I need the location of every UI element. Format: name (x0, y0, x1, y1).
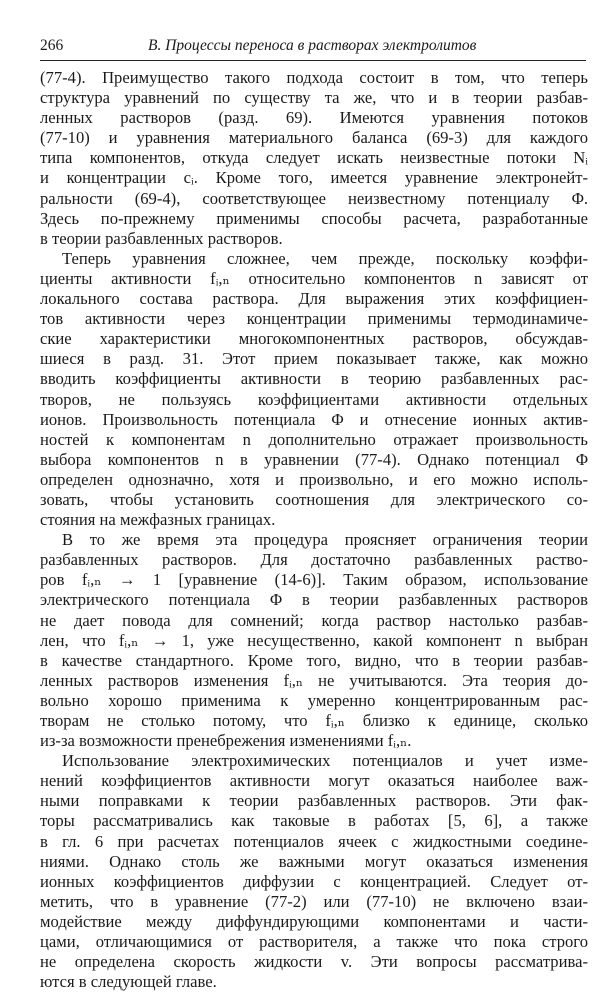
text-line: не дает повода для сомнений; когда раствор настолько разбав- (40, 610, 588, 630)
text-line: ральности (69-4), соответствующее неизвестному потенциалу Φ. (40, 188, 588, 208)
text-line: творам не столько потому, что fᵢ,ₙ близко к единице, сколько (40, 711, 588, 730)
text-line: ются в следующей главе. (40, 972, 217, 992)
text-line: стояния на межфазных границах. (40, 510, 276, 530)
text-line: из-за возможности пренебрежения изменениями fᵢ,ₙ. (40, 731, 412, 751)
text-line: зовать, чтобы установить соотношения для электрического со- (40, 489, 588, 509)
text-line: электрического потенциала Φ в теории разбавленных растворов (40, 590, 588, 610)
text-line: локального состава раствора. Для выражения этих коэффициен- (40, 289, 588, 309)
text-line: ионных коэффициентов диффузии с концентрацией. Следует от- (40, 871, 588, 891)
text-line: (77-4). Преимущество такого подхода состоит в том, что теперь (40, 68, 588, 87)
text-line: выбора компонентов n в уравнении (77-4). Однако потенциал Φ (40, 449, 588, 469)
text-line: (77-10) и уравнения материального баланса (69-3) для каждого (40, 128, 588, 148)
text-line: в гл. 6 при расчетах потенциалов ячеек с жидкостными соедине- (40, 831, 588, 851)
text-line: ниями. Однако столь же важными могут оказаться изменения (40, 851, 588, 871)
text-line: типа компонентов, откуда следует искать неизвестные потоки Nᵢ (40, 148, 588, 168)
text-line: определен однозначно, хотя и произвольно, и его можно исполь- (40, 469, 588, 489)
text-line: лен, что fᵢ,ₙ → 1, уже несущественно, какой компонент n выбран (40, 630, 588, 650)
text-line: В то же время эта процедура проясняет ограничения теории (62, 530, 588, 550)
text-line: Здесь по-прежнему применимы способы расчета, разработанные (40, 208, 588, 228)
page-number: 266 (40, 37, 64, 54)
text-line: ностей к компонентам n дополнительно отражает произвольность (40, 429, 588, 449)
paragraph (40, 530, 588, 751)
paragraph (40, 68, 588, 249)
text-line: разбавленных растворов. Для достаточно разбавленных раство- (40, 550, 588, 570)
text-line: ские характеристики многокомпонентных растворов, обсуждав- (40, 329, 588, 349)
running-header (40, 36, 586, 61)
text-line: ленных растворов (разд. 69). Имеются уравнения потоков (40, 108, 588, 128)
text-line: Теперь уравнения сложнее, чем прежде, поскольку коэффи- (62, 248, 588, 268)
text-line: тов активности через концентрации применимы термодинамиче- (40, 309, 588, 329)
text-line: циенты активности fᵢ,ₙ относительно компонентов n зависят от (40, 268, 588, 288)
text-line: творов, не пользуясь коэффициентами активности отдельных (40, 389, 588, 409)
body-text (40, 68, 588, 992)
section-title: В. Процессы переноса в растворах электролитов (148, 37, 477, 54)
text-line: Использование электрохимических потенциалов и учет изме- (62, 751, 588, 771)
paragraph (40, 751, 588, 992)
text-line: в качестве стандартного. Кроме того, видно, что в теории разбав- (40, 650, 588, 670)
text-line: вольно хорошо применима к умеренно концентрированным рас- (40, 690, 588, 710)
text-line: цами, отличающимися от растворителя, а также что пока строго (40, 932, 588, 952)
text-line: шиеся в разд. 31. Этот прием показывает также, как можно (40, 349, 588, 369)
text-line: модействие между диффундирующими компонентами и части- (40, 911, 588, 931)
text-line: не определена скорость жидкости v. Эти вопросы рассматрива- (40, 952, 588, 972)
text-line: структура уравнений по существу та же, что и в теории разбав- (40, 88, 588, 108)
text-line: торы рассматривались как таковые в работах [5, 6], а также (40, 811, 588, 831)
text-line: вводить коэффициенты активности в теорию разбавленных рас- (40, 369, 588, 389)
text-line: ров fᵢ,ₙ → 1 [уравнение (14-6)]. Таким образом, использование (40, 570, 588, 590)
text-line: нений коэффициентов активности могут оказаться наиболее важ- (40, 771, 588, 791)
text-line: ионов. Произвольность потенциала Φ и отнесение ионных актив- (40, 409, 588, 429)
text-line: ными поправками к теории разбавленных растворов. Эти фак- (40, 791, 588, 811)
text-line: и концентрации cᵢ. Кроме того, имеется уравнение электронейт- (40, 168, 588, 188)
text-line: метить, что в уравнение (77-2) или (77-10) не включено взаи- (40, 891, 588, 911)
text-line: в теории разбавленных растворов. (40, 228, 283, 248)
text-line: ленных растворов изменения fᵢ,ₙ не учитываются. Эта теория до- (40, 670, 588, 690)
paragraph (40, 249, 588, 530)
